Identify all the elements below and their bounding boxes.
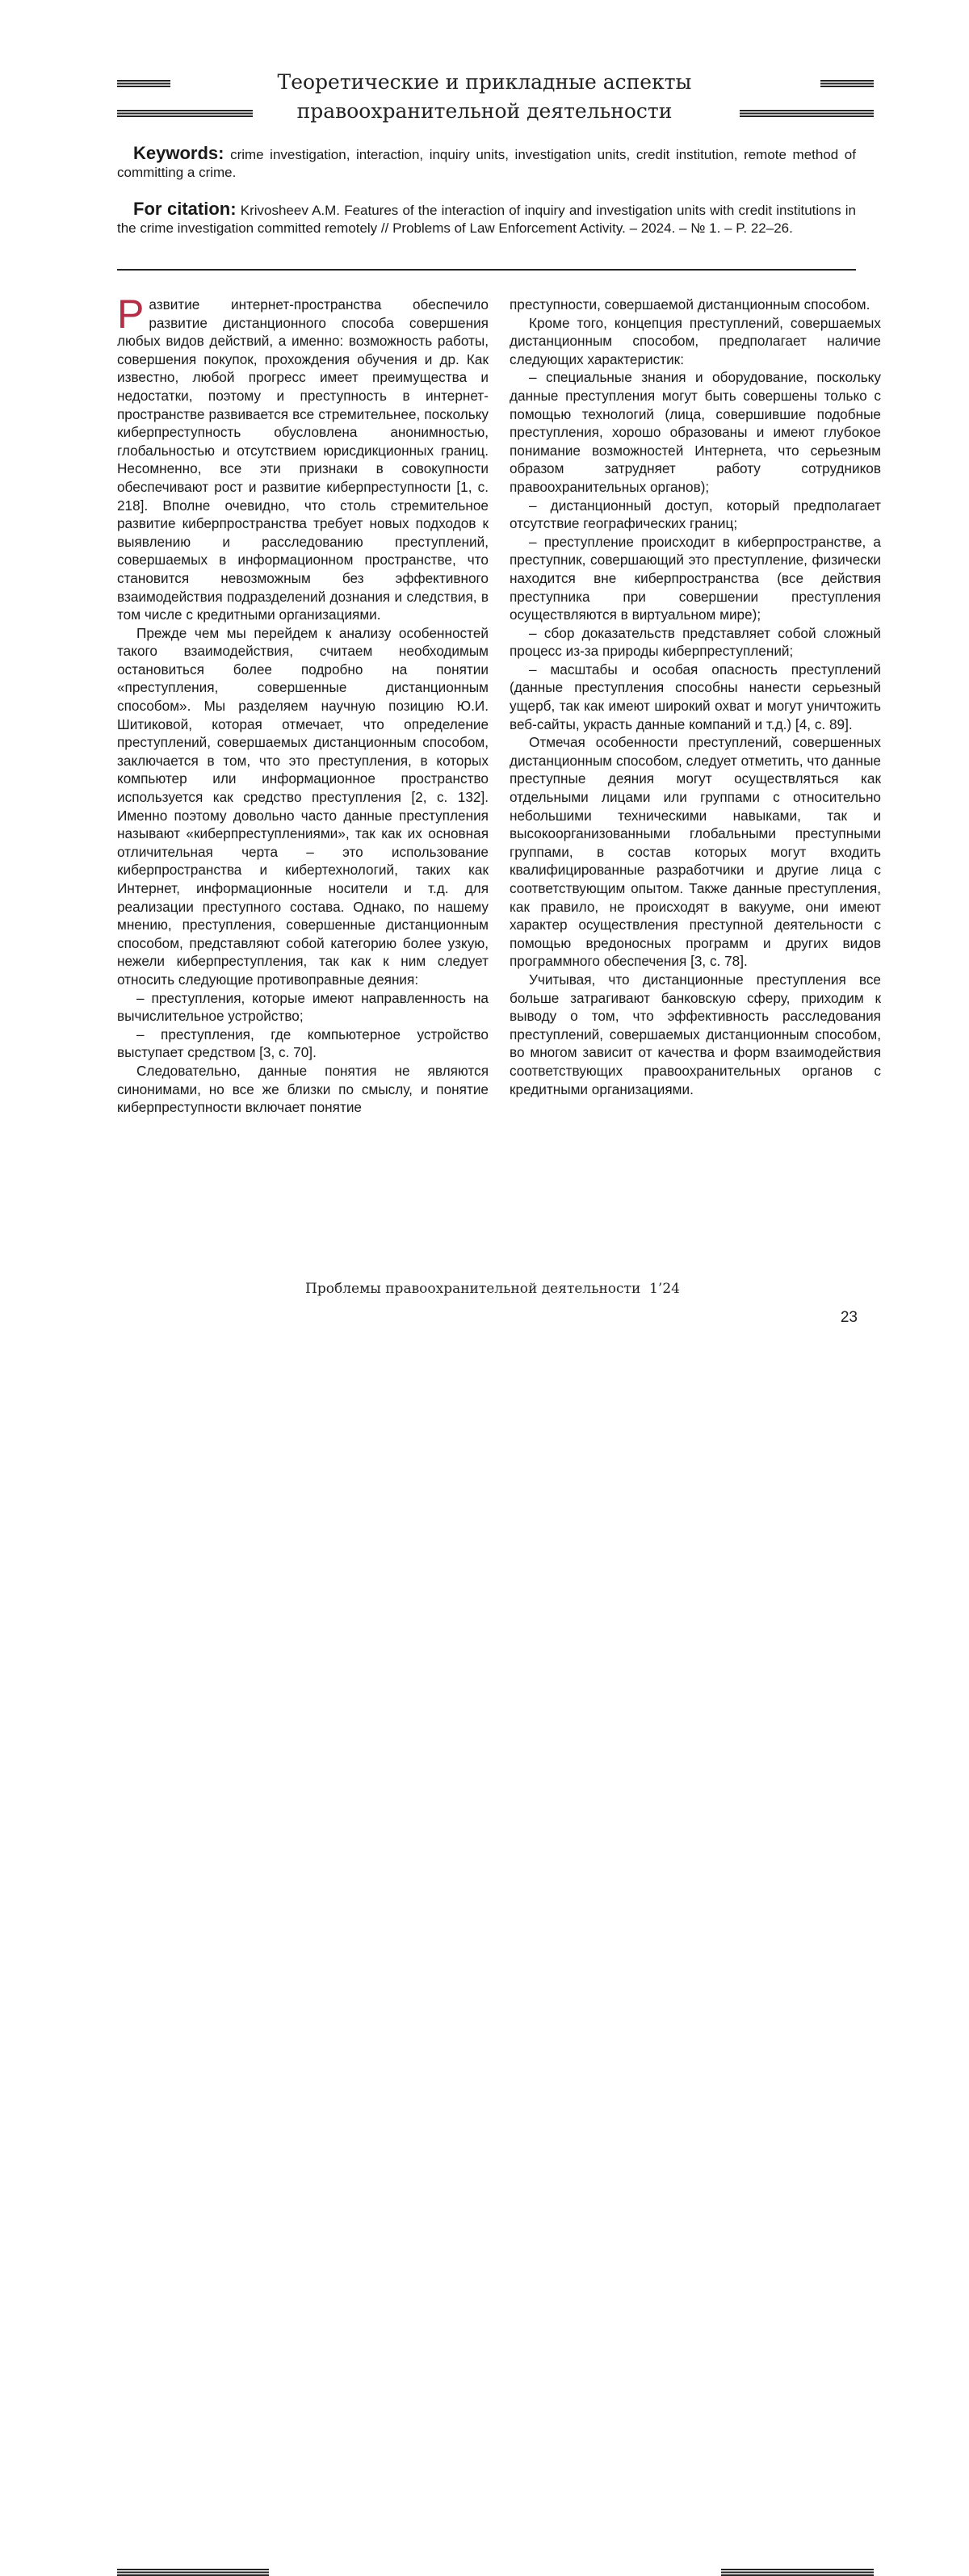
- keywords-label: Keywords:: [133, 143, 224, 163]
- keywords-text: crime investigation, interaction, inquiry units, investigation units, credit institution, remote method of committing a crime.: [117, 147, 856, 180]
- left-column: [117, 292, 489, 1117]
- journal-title: Проблемы правоохранительной деятельности: [305, 1281, 641, 1297]
- footer-rule-left: [117, 2569, 269, 2576]
- paragraph: – специальные знания и оборудование, поскольку данные преступления могут быть совершены только с помощью технологий (лица, совершившие подобные преступления, хорошо образованы и имеют глубокое понимание возможностей Интернета, что серьезным образом затрудняет работу сотрудников правоохранительных органов);: [510, 369, 881, 495]
- page-number: 23: [840, 1309, 858, 1326]
- header-rule-right-bottom: [740, 110, 874, 117]
- header-rule-left-top: [117, 80, 170, 87]
- paragraph: Кроме того, концепция преступлений, совершаемых дистанционным способом, предполагает наличие следующих характеристик:: [510, 314, 881, 367]
- footer-rule-right: [721, 2569, 874, 2576]
- paragraph: Учитывая, что дистанционные преступления все больше затрагивают банковскую сферу, приходим к выводу о том, что эффективность расследования преступлений, совершаемых дистанционным способом, во многом зависит от качества и форм взаимодействия соответствующих правоохранительных органов с кредитными организациями.: [510, 971, 881, 1097]
- dropcap: Р: [117, 292, 145, 337]
- paragraph: – дистанционный доступ, который предполагает отсутствие географических границ;: [510, 497, 881, 532]
- header-rule-left-bottom: [117, 110, 253, 117]
- paragraph: – преступления, где компьютерное устройство выступает средством [3, с. 70].: [117, 1026, 489, 1061]
- section-title-line1: Теоретические и прикладные аспекты: [277, 70, 692, 94]
- paragraph: – масштабы и особая опасность преступлений (данные преступления способны нанести серьезный ущерб, так как имеют широкий охват и могут уничтожить веб-сайты, украсть данные компаний и т.д.) [4, с. 89].: [510, 661, 881, 732]
- section-title: [242, 68, 727, 126]
- paragraph: Отмечая особенности преступлений, совершенных дистанционным способом, следует отметить, что данные преступные деяния могут осуществляться как отдельными лицами или группами с относительно небольшими техническими навыками, так и высокоорганизованными глобальными преступными группами, в состав которых могут входить квалифицированные разработчики и другие лица с соответствующим опытом. Также данные преступления, как правило, не происходят в вакууме, они имеют характер осуществления преступной деятельности с помощью вредоносных программ и других видов программного обеспечения [3, с. 78].: [510, 734, 881, 970]
- paragraph: Прежде чем мы перейдем к анализу особенностей такого взаимодействия, считаем необходимым остановиться более подробно на понятии «преступления, совершенные дистанционным способом». Мы разделяем научную позицию Ю.И. Шитиковой, которая отмечает, что определение преступлений, совершаемых дистанционным способом, заключается в том, что это преступления, в которых компьютер или информационное пространство используется как средство преступления [2, с. 132]. Именно поэтому довольно часто данные преступления называют «киберпреступлениями», так как их основная отличительная черта – это использование киберпространства и кибертехнологий, таких как Интернет, информационные носители и т.д. для реализации преступного состава. Однако, по нашему мнению, преступления, совершенные дистанционным способом, представляют собой категорию более узкую, нежели киберпреступления, так как к ним следует относить следующие противоправные деяния:: [117, 624, 489, 988]
- paragraph: преступности, совершаемой дистанционным способом.: [510, 296, 870, 313]
- separator-rule: [117, 269, 856, 271]
- paragraph: Развитие интернет-пространства обеспечило развитие дистанционного способа совершения любых видов действий, а именно: возможность работы, совершения покупок, прохождения обучения и др. Как известно, любой прогресс имеет преимущества и недостатки, поэтому и преступность в интернет-пространстве развивается все стремительнее, поскольку киберпреступность обусловлена анонимностью, глобальностью и отсутствием юрисдикционных границ. Несомненно, все эти признаки в совокупности обеспечивают рост и развитие киберпреступности [1, с. 218]. Вполне очевидно, что столь стремительное развитие киберпространства требует новых подходов к выявлению и расследованию преступлений, совершаемых в информационном пространстве, что становится невозможным без эффективного взаимодействия подразделений дознания и следствия, в том числе с кредитными организациями.: [117, 292, 489, 623]
- running-header: [0, 0, 969, 129]
- paragraph: – преступление происходит в киберпространстве, а преступник, совершающий это преступление, физически находится вне киберпространства (все действия преступника при совершении преступления осуществляются в виртуальном мире);: [510, 533, 881, 623]
- paragraph: – сбор доказательств представляет собой сложный процесс из-за природы киберпреступлений;: [510, 624, 881, 660]
- journal-name: [275, 1281, 711, 1297]
- journal-issue: 1’24: [649, 1281, 680, 1297]
- paragraph: Следовательно, данные понятия не являются синонимами, но все же близки по смыслу, и понятие киберпреступности включает понятие: [117, 1062, 489, 1116]
- section-title-line2: правоохранительной деятельности: [296, 99, 673, 123]
- right-column: [510, 296, 881, 1098]
- keywords-block: [117, 145, 856, 181]
- citation-text: Krivosheev A.M. Features of the interaction of inquiry and investigation units with credit institutions in the crime investigation committed remotely // Problems of Law Enforcement Activity. – 2024. – № 1. – P. 22–26.: [117, 203, 856, 236]
- citation-block: [117, 200, 856, 237]
- header-rule-right-top: [820, 80, 874, 87]
- paragraph: – преступления, которые имеют направленность на вычислительное устройство;: [117, 989, 489, 1025]
- citation-label: For citation:: [133, 199, 237, 219]
